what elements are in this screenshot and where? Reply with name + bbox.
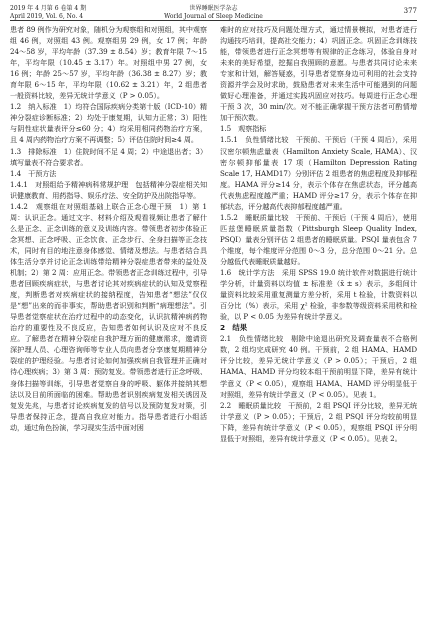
paragraph-lp2: 1.2 纳入标准 1）均符合国际疾病分类第十版（ICD-10）精神分裂症诊断标准；2）均处于康复期，认知力正常；3）阳性与阴性症状量表评分≤60 分；4）均采用相同药物治疗方案，且 4 周内药物治疗方案不再调整；5）评估住院时间≥4 周。: [10, 102, 207, 145]
left-column: [10, 24, 207, 433]
right-column: [220, 24, 417, 444]
paragraph-rp5: 1.6 统计学方法 采用 SPSS 19.0 统计软件对数据进行统计学分析，计量资料以均值 ± 标准差（x̄ ± s）表示，多组间计量资料比较采用重复测量方差分析，采用 t 检验，计数资料以百分比（%）表示，采用 χ² 检验，非参数等级资料采用秩和检验，以 P < 0.05 为差异有统计学意义。: [220, 268, 417, 322]
paragraph-lp4: 1.4 干预方法: [10, 168, 57, 178]
issue-info-english: April 2019, Vol. 6, No. 4: [10, 12, 84, 20]
paragraph-lp3: 1.3 排除标准 1）住院时间不足 4 周；2）中途退出者；3）填写量表不符合要求者。: [10, 146, 207, 167]
header-rule: [10, 20, 417, 21]
paragraph-lp6: 1.4.2 观察组在对照组基础上联合正念心理干预 1）第 1 周：认识正念。通过文字、材料介绍及观看视频让患者了解什么是正念、正念训练的意义及训练内容。带领患者初步体验正念冥想、正念呼吸、正念饮食、正念步行、全身扫描等正念技术，同时有目的地注意身体感觉、情绪及想法。与患者结合具体生活分享并讨论正念训练带给精神分裂症患者带来的益处及机制；2）第 2 周：应用正念。带领患者正念训练过程中，引导患者回顾疾病症状，与患者讨论其对疾病症状的认知及觉察程度，判断患者对疾病症状的接纳程度，告知患者“想法”仅仅是“想”出来的而非事实，帮助患者识别和判断“病理想法”。引导患者觉察症状在治疗过程中的动态变化，认识抗精神病药物治疗的重要性及不良反应，告知患者如何认识及应对不良反应。了解患者在精神分裂症自我护理方面的健康需求，邀请资深护理人员、心理咨询师等专业人员向患者分享康复期精神分裂症的护理经验。与患者讨论如何加强疾病自我管理并正确对待心理疾病；3）第 3 周：预防复发。带领患者进行正念呼吸、身体扫描等训练，引导患者觉察自身的呼吸、躯体并接纳其想法以及目前所面临的困难。帮助患者识别疾病复发相关诱因及复发先兆，与患者讨论疾病复发的信号以及预防复发对策，引导患者保持正念，提高自我应对能力。指导患者进行小组活动，通过角色扮演，学习现实生活中面对困: [10, 201, 207, 432]
paragraph-rp2: 1.5 观察指标: [220, 124, 267, 134]
paragraph-rp1: 难时的应对技巧及问题处理方式，通过情景模拟，对患者进行沟通技巧培训，提高社交能力；4）巩固正念。巩固正念训练技能，带领患者进行正念冥想等有规律的正念练习，体验自身对未来的美好希望，挖掘自我照顾的意愿。与患者共同讨论未来专家和计划，解答疑惑，引导患者觉察身边可利用的社会支持资源并学会及时求助，鼓励患者对未来生活中可能遇到的问题做好心理准备，并通过实践巩固应对技巧。每周进行正念心理干预 3 次，30 min/次。对不能正确掌握干预方法者可酌情增加干预次数。: [220, 25, 417, 123]
paragraph-rp4: 1.5.2 睡眠质量比较 干预前、干预后（干预 4 周后），使用匹兹堡睡眠质量指数（Pittsburgh Sleep Quality Index, PSQI）量表分别评估 2 组患者的睡眠质量。PSQI 量表包含 7 个维度，每个维度评分范围 0～3 分，总分范围 0～21 分。总分越低代表睡眠质量越好。: [220, 212, 417, 266]
paragraph-rp7: 2.1 负性情绪比较 剔除中途退出研究及调查量表不合格例数，2 组均完成研究 40 例。干预前，2 组 HAMA、HAMD 评分比较，差异无统计学意义（P > 0.05）；干预后，2 组 HAMA、HAMD 评分均较本组干预前明显下降，差异有统计学意义（P < 0.05），观察组 HAMA、HAMD 评分明显低于对照组，差异有统计学意义（P < 0.05）。见表 1。: [220, 334, 417, 399]
journal-title: [10, 5, 417, 20]
paragraph-lp1: 患者 89 例作为研究对象，随机分为观察组和对照组，其中观察组 46 例，对照组 43 例。观察组男 29 例，女 17 例；年龄 24～58 岁，平均年龄（37.39 ± 8.54）岁；教育年限 7～15 年，平均年限（10.45 ± 3.17）年。对照组中男 27 例，女 16 例；年龄 25～57 岁，平均年龄（36.38 ± 8.27）岁；教育年限 6～15 年，平均年限（10.62 ± 3.21）年，2 组患者一般资料比较，差异无统计学意义（P > 0.05）。: [10, 25, 207, 101]
journal-title-chinese: 世界睡眠医学杂志: [189, 5, 238, 12]
journal-title-english: World Journal of Sleep Medicine: [164, 12, 263, 20]
paragraph-rp3: 1.5.1 负性情绪比较 干预前、干预后（干预 4 周后），采用汉密尔顿焦虑量表（Hamilton Anxiety Scale, HAMA）、汉密尔顿抑郁量表 17 项（Hamilton Depression Rating Scale 17, HAMD17）分别评估 2 组患者的焦虑程度及抑郁程度。HAMA 评分≥14 分，表示个体存在焦虑状态，评分越高代表焦虑程度越严重；HAMD 评分≥17 分，表示个体存在抑郁状态，评分越高代表抑郁程度越严重。: [220, 135, 417, 211]
issue-info-chinese: 2019 年 4 月第 6 卷第 4 期: [10, 5, 87, 12]
paragraph-rp8: 2.2 睡眠质量比较 干预前，2 组 PSQI 评分比较，差异无统计学意义（P > 0.05）；干预后，2 组 PSQI 评分均较前明显下降，差异有统计学意义（P < 0.05），观察组 PSQI 评分明显低于对照组，差异有统计学意义（P < 0.05）。见表 2。: [220, 400, 417, 443]
section-heading-rp6: 2 结果: [220, 323, 248, 333]
page-number: 377: [403, 7, 417, 15]
paragraph-lp5: 1.4.1 对照组给予精神病科常规护理 包括精神分裂症相关知识健康教育、用药指导、娱乐疗法、安全防护及出院指导等。: [10, 179, 207, 200]
